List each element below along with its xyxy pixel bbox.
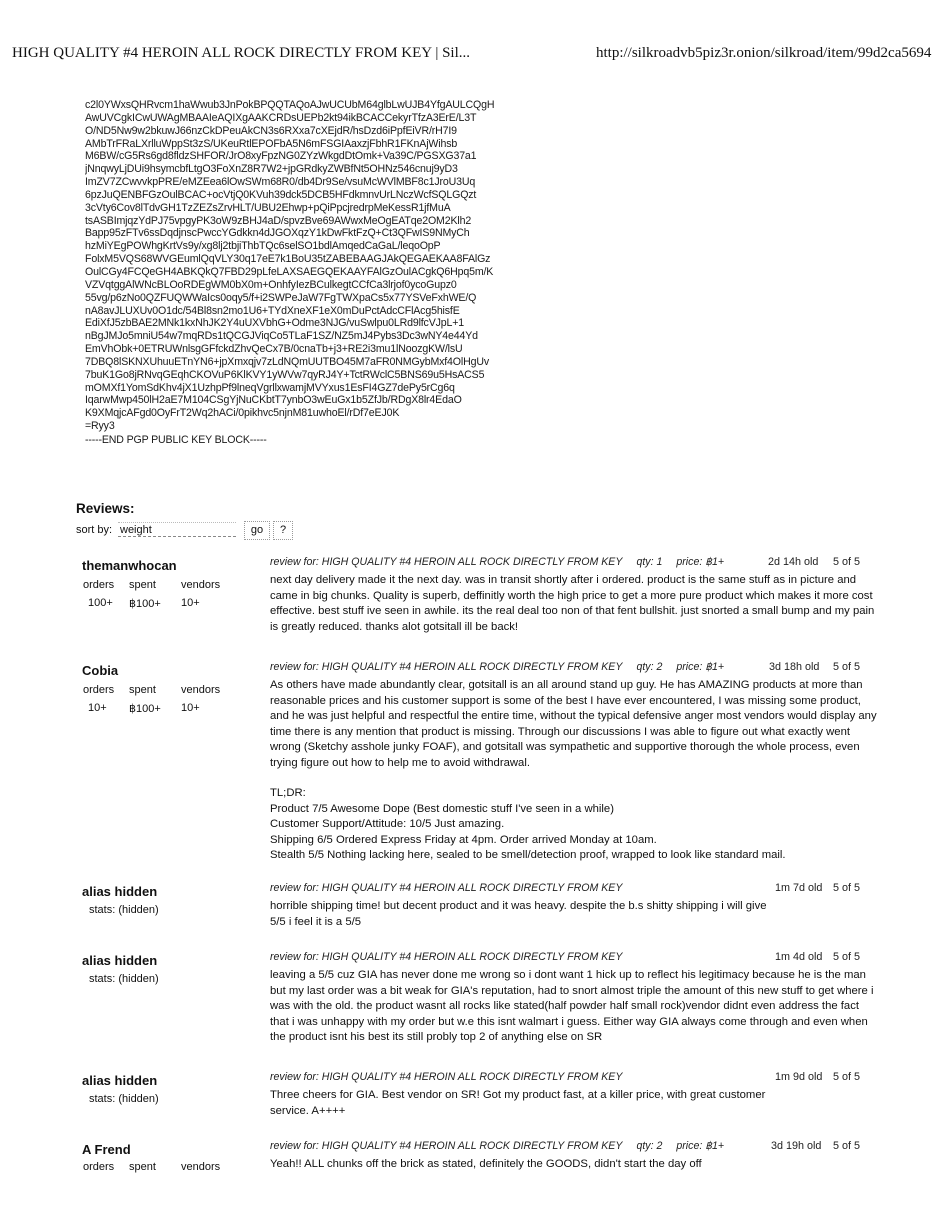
user-stats — [83, 1161, 220, 1179]
review-username[interactable]: alias hidden — [82, 1073, 158, 1088]
stat-header-orders: orders — [83, 579, 115, 591]
pgp-key-line: nBgJMJo5mniU54w7mqRDs1tQCGJViqCo5TLaF1SZ/NZ5mJ4Pybs3Dc3wNY4e44Yd — [85, 330, 478, 343]
stat-value-spent: ฿100+ — [129, 703, 161, 715]
review-age: 1m 7d old — [775, 882, 823, 894]
review-age: 1m 9d old — [775, 1071, 823, 1083]
review-tldr-line: Product 7/5 Awesome Dope (Best domestic stuff I've seen in a while) — [270, 802, 614, 815]
user-stats-hidden: stats: (hidden) — [89, 1093, 159, 1105]
user-stats — [83, 579, 220, 615]
review-text: next day delivery made it the next day. was in transit shortly after i ordered. product is the same stuff as in picture and came in big chunks. Quality is superb, deffinitly worth the high price to get a more pure product which makes it more cost effective. best stuff ive seen in awhile. its the real deal too non of that fent bullshit. just snorted a small bump and my pain is greatly reduced. thanks alot gotsitall ill be back! — [270, 574, 875, 633]
review-for: review for: HIGH QUALITY #4 HEROIN ALL ROCK DIRECTLY FROM KEY — [270, 556, 623, 568]
review-body — [270, 1088, 770, 1119]
review-age: 1m 4d old — [775, 951, 823, 963]
review-score: 5 of 5 — [833, 951, 861, 963]
stat-header-spent: spent — [129, 684, 156, 696]
stat-header-spent: spent — [129, 579, 156, 591]
review-qty: qty: 2 — [636, 1140, 663, 1152]
review-score: 5 of 5 — [833, 1140, 861, 1152]
review-meta — [270, 661, 724, 673]
pgp-key-line: mOMXf1YomSdKhv4jX1UzhpPf9lneqVgrllxwamjMVYxus1EsFI4GZ7dePy5rCg6q — [85, 381, 455, 394]
review-tldr-line: Shipping 6/5 Ordered Express Friday at 4pm. Order arrived Monday at 10am. — [270, 833, 657, 846]
pgp-key-line: K9XMqjcAFgd0OyFrT2Wq2hACi/0pikhvc5njnM81uwhoEl/rDf7eEJ0K — [85, 407, 400, 420]
user-stats-hidden: stats: (hidden) — [89, 904, 159, 916]
pgp-key-line: hzMiYEgPOWhgKrtVs9y/xg8lj2tbjiThbTQc6selSO1bdlAmqedCaGaL/leqoOpP — [85, 240, 441, 253]
review-score: 5 of 5 — [833, 556, 861, 568]
page-url: http://silkroadvb5piz3r.onion/silkroad/item/99d2ca5694 — [596, 45, 932, 61]
review-for: review for: HIGH QUALITY #4 HEROIN ALL ROCK DIRECTLY FROM KEY — [270, 1071, 623, 1083]
review-meta — [270, 882, 622, 894]
pgp-key-line: jNnqwyLjDUi9hsymcbfLtgO3FoXnZ8R7W2+jpGRdkyZWBfNt5OHNz546cnuj9yD3 — [85, 163, 458, 176]
review-username[interactable]: alias hidden — [82, 884, 158, 899]
review-score: 5 of 5 — [833, 661, 861, 673]
stat-value-vendors: 10+ — [181, 597, 200, 609]
review-text: horrible shipping time! but decent product and it was heavy. despite the b.s shitty shipping i will give 5/5 i feel it is a 5/5 — [270, 900, 767, 928]
pgp-key-line: ImZV7ZCwvvkpPRE/eMZEea6lOwSWm68R0/db4Dr9Se/vsuMcWVlMBF8c1JroU3Uq — [85, 176, 476, 189]
review-age: 3d 19h old — [771, 1140, 822, 1152]
review-username[interactable]: themanwhocan — [82, 558, 177, 573]
review-for: review for: HIGH QUALITY #4 HEROIN ALL ROCK DIRECTLY FROM KEY — [270, 661, 623, 673]
sort-select[interactable]: weight — [118, 522, 236, 537]
review-text: Yeah!! ALL chunks off the brick as stated, definitely the GOODS, didn't start the day off — [270, 1158, 702, 1170]
pgp-key-line: 3cVty6Cov8lTdvGH1TzZEZsZrvHLT/UBU2Ehwp+pQiPpcjredrpMeKessR1jfMuA — [85, 201, 451, 214]
review-body — [270, 968, 880, 1046]
stat-header-vendors: vendors — [181, 579, 221, 591]
sort-label: sort by: — [76, 524, 113, 536]
pgp-key-line: EdiXfJ5zbBAE2MNk1kxNhJK2Y4uUXVbhG+Odme3NJG/vuSwlpu0LRd9lfcVJpL+1 — [85, 317, 465, 330]
reviews-heading: Reviews: — [76, 501, 135, 516]
pgp-key-line: tsASBImjqzYdPJ75vpgyPK3oW9zBHJ4aD/spvzBve69AWwxMeOgEATqe2OM2Klh2 — [85, 214, 472, 227]
stat-header-vendors: vendors — [181, 684, 221, 696]
pgp-key-line: AwUVCgkICwUWAgMBAAIeAQIXgAAKCRDsUEPb2kt94ikBCACCekyrTfzA3ErE/L3T — [85, 111, 477, 124]
review-tldr-line: Stealth 5/5 Nothing lacking here, sealed to be smell/detection proof, wrapped to look like standard mail. — [270, 849, 786, 861]
pgp-key-block — [85, 99, 555, 447]
user-stats-hidden: stats: (hidden) — [89, 973, 159, 985]
review-body — [270, 1157, 880, 1173]
pgp-key-line: nA8avJLUXUv0O1dc/54Bl8sn2mo1U6+TYdXneXF1eX0mDuPctAdcCFlAcg5hisfE — [85, 304, 460, 317]
review-qty: qty: 2 — [636, 661, 663, 673]
go-button[interactable]: go — [244, 521, 270, 540]
review-price: price: ฿1+ — [676, 556, 725, 568]
review-username[interactable]: Cobia — [82, 663, 119, 678]
review-score: 5 of 5 — [833, 882, 861, 894]
review-age: 2d 14h old — [768, 556, 819, 568]
pgp-key-line: 7buK1Go8jRNvqGEqhCKOVuP6KlKVY1yWVw7qyRJ4Y+TctRWclC5BNS69u5HsACS5 — [85, 368, 485, 381]
pgp-key-lines — [85, 99, 555, 433]
review-meta — [270, 1071, 622, 1083]
stat-header-spent: spent — [129, 1161, 156, 1173]
page-title: HIGH QUALITY #4 HEROIN ALL ROCK DIRECTLY FROM KEY | Sil... — [12, 45, 471, 61]
pgp-key-line: =Ryy3 — [85, 420, 115, 433]
review-price: price: ฿1+ — [676, 1140, 725, 1152]
review-username[interactable]: A Frend — [82, 1142, 131, 1157]
review-tldr-line: Customer Support/Attitude: 10/5 Just amazing. — [270, 818, 505, 830]
review-price: price: ฿1+ — [676, 661, 725, 673]
review-meta — [270, 556, 724, 568]
pgp-key-line: O/ND5Nw9w2bkuwJ66nzCkDPeuAkCN3s6RXxa7cXEjdR/hsDzd6iPpfEiVR/rH7I9 — [85, 124, 457, 137]
review-body — [270, 899, 770, 930]
review-body — [270, 573, 880, 635]
stat-header-orders: orders — [83, 1161, 115, 1173]
review-text: Three cheers for GIA. Best vendor on SR! Got my product fast, at a killer price, with great customer service. A++++ — [270, 1089, 766, 1117]
review-for: review for: HIGH QUALITY #4 HEROIN ALL ROCK DIRECTLY FROM KEY — [270, 951, 623, 963]
pgp-key-line: AMbTrFRaLXrlluWppSt3zS/UKeuRtlEPOFbA5N6mFSGIAaxzjFbhR1FKnAjWihsb — [85, 137, 458, 150]
stat-value-orders: 100+ — [88, 597, 113, 609]
review-tldr-heading: TL;DR: — [270, 787, 306, 799]
review-text: leaving a 5/5 cuz GIA has never done me wrong so i dont want 1 hick up to reflect his legitimacy because he is the man but my last order was a bit weak for GIA's reputation, had to snort almost triple the amount of this new stuff to get where i was with the old. the product wasnt all rocks like stated(half powder half small rock)vendor didnt even address the fact that i was unhappy with my order but w.e this isnt walmart i guess. Either way GIA always come through and even when the product isnt his best its still probly top 2 of anything else on SR — [270, 969, 874, 1043]
review-meta — [270, 951, 622, 963]
pgp-key-line: IqarwMwp450lH2aE7M104CSgYjNuCKbtT7ynbO3wEuGx1b5ZfJb/RDgX8lr4EdaO — [85, 394, 462, 407]
review-for: review for: HIGH QUALITY #4 HEROIN ALL ROCK DIRECTLY FROM KEY — [270, 882, 623, 894]
pgp-key-line: FolxM5VQS68WVGEumlQqVLY30q17eE7k1BoU35tZABEBAAGJAkQEGAEKAA8FAlGz — [85, 253, 491, 266]
user-stats — [83, 684, 220, 720]
help-button[interactable]: ? — [273, 521, 293, 540]
pgp-end-line: -----END PGP PUBLIC KEY BLOCK----- — [85, 433, 267, 446]
review-meta — [270, 1140, 724, 1152]
review-username[interactable]: alias hidden — [82, 953, 158, 968]
stat-value-orders: 10+ — [88, 702, 107, 714]
review-body — [270, 678, 880, 864]
pgp-key-line: Bapp95zFTv6ssDqdjnscPwccYGdkkn4dJGOXqzY1kDwFktFzQ+Ct3QFwIS9NMyCh — [85, 227, 470, 240]
stat-value-vendors: 10+ — [181, 702, 200, 714]
stat-header-orders: orders — [83, 684, 115, 696]
pgp-key-line: OulCGy4FCQeGH4ABKQkQ7FBD29pLfeLAXSAEGQEKAAYFAlGzOulACgkQ6Hpq5m/K — [85, 265, 494, 278]
pgp-key-line: c2l0YWxsQHRvcm1haWwub3JnPokBPQQTAQoAJwUCUbM64glbLwUJB4YfgAULCQgH — [85, 99, 495, 111]
pgp-key-line: M6BW/cG5Rs6gd8fldzSHFOR/JrO8xyFpzNG0ZYzWkgdDtOmk+Va39C/PGSXG37a1 — [85, 150, 477, 163]
stat-value-spent: ฿100+ — [129, 598, 161, 610]
pgp-key-line: VZVqtggAlWNcBLOoRDEgWM0bX0m+OnhfyIezBCulkegtCCfCa3lrjof0ycoGupz0 — [85, 278, 457, 291]
pgp-key-line: 7DBQ8lSKNXUhuuETnYN6+jpXmxqjv7zLdNQmUUTBO45M7aFR0NMGybMxf4OlHgUv — [85, 355, 489, 368]
pgp-key-line: 6pzJuQENBFGzOulBCAC+ocVtjQ0KVuh39dck5DCB5HFdkmnvUrLNczWcfSQLGQzt — [85, 188, 477, 201]
review-qty: qty: 1 — [636, 556, 663, 568]
pgp-key-line: 55vg/p6zNo0QZFUQWWaIcs0oqy5/f+i2SWPeJaW7FgTWXpaCs5x77YSVeFxhWE/Q — [85, 291, 477, 304]
review-for: review for: HIGH QUALITY #4 HEROIN ALL ROCK DIRECTLY FROM KEY — [270, 1140, 623, 1152]
pgp-key-line: EmVhObk+0ETRUWnlsgGFfckdZhvQeCx7B/0cnaTb+j3+RE2i3mu1lNoozgKW/lsU — [85, 343, 463, 356]
stat-header-vendors: vendors — [181, 1161, 221, 1173]
review-score: 5 of 5 — [833, 1071, 861, 1083]
review-age: 3d 18h old — [769, 661, 820, 673]
review-text: As others have made abundantly clear, gotsitall is an all around stand up guy. He has AMAZING products at more than reasonable prices and his customer support is some of the best I have ever encountered, I was missing some product, and he was just helpful and respectful the entire time, without the typical defensive anger most vendors would display any time there is any mention that product is missing. Through our discussions I was able to figure out what exactly went wrong (Sketchy asshole junky FOAF), and gotsitall was sympathetic and supportive thorough the whole process, even trying figure out how to help me to avoid withdrawal. — [270, 679, 877, 769]
